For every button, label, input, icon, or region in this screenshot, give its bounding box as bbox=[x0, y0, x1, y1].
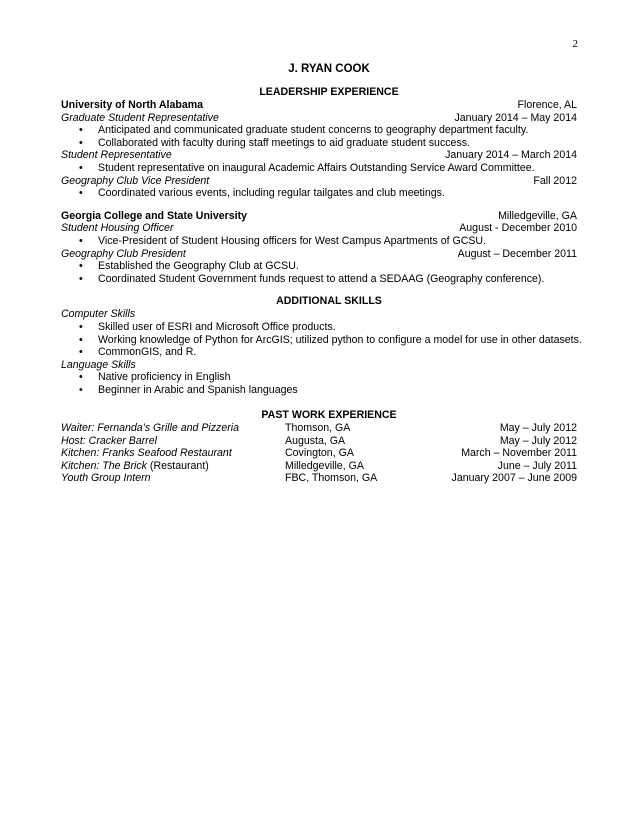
role-row bbox=[61, 175, 577, 188]
bullet-item: • Coordinated Student Government funds request to attend a SEDAAG (Geography conference). bbox=[79, 272, 545, 285]
table-row bbox=[61, 460, 577, 472]
role-title: Geography Club President bbox=[61, 247, 186, 260]
bullet-icon: • bbox=[79, 320, 83, 333]
role-title: Graduate Student Representative bbox=[61, 111, 219, 124]
bullet-icon: • bbox=[79, 383, 83, 396]
leadership-heading: LEADERSHIP EXPERIENCE bbox=[259, 86, 399, 98]
bullet-item: • Collaborated with faculty during staff meetings to aid graduate student success. bbox=[79, 136, 470, 149]
role-date: August – December 2011 bbox=[457, 247, 577, 260]
role-title: Student Housing Officer bbox=[61, 222, 174, 235]
role-row bbox=[61, 222, 577, 235]
role-date: January 2014 – March 2014 bbox=[445, 149, 577, 162]
skills-heading: ADDITIONAL SKILLS bbox=[276, 295, 382, 308]
job-title: Waiter: Fernanda’s Grille and Pizzeria bbox=[61, 422, 240, 435]
job-date: March – November 2011 bbox=[461, 447, 577, 460]
job-title: Youth Group Intern bbox=[61, 472, 151, 485]
bullet-item: • Vice-President of Student Housing officers for West Campus Apartments of GCSU. bbox=[79, 234, 487, 247]
bullet-icon: • bbox=[79, 234, 83, 247]
skill-category-title: Language Skills bbox=[61, 358, 136, 371]
job-date: May – July 2012 bbox=[499, 434, 577, 447]
table-row bbox=[61, 447, 577, 459]
resume-content bbox=[61, 62, 582, 485]
skill-category bbox=[61, 308, 577, 321]
bullet-item: • CommonGIS, and R. bbox=[79, 346, 197, 359]
role-row bbox=[61, 248, 577, 261]
bullet-icon: • bbox=[79, 333, 83, 346]
work-table bbox=[61, 422, 577, 484]
role-date: Fall 2012 bbox=[533, 174, 577, 187]
role-title: Geography Club Vice President bbox=[61, 174, 210, 187]
job-title: Kitchen: Franks Seafood Restaurant bbox=[61, 447, 232, 460]
page-number: 2 bbox=[572, 38, 578, 50]
role-date: August - December 2010 bbox=[459, 222, 577, 235]
school-name: Georgia College and State University bbox=[61, 209, 248, 222]
work-heading: PAST WORK EXPERIENCE bbox=[261, 409, 397, 422]
bullet-item: • Native proficiency in English bbox=[79, 371, 231, 384]
school-location: Milledgeville, GA bbox=[498, 209, 577, 222]
job-location: Augusta, GA bbox=[285, 434, 346, 447]
bullet-icon: • bbox=[79, 371, 83, 384]
job-date: June – July 2011 bbox=[497, 459, 577, 472]
role-date: January 2014 – May 2014 bbox=[454, 111, 577, 124]
role-row bbox=[61, 149, 577, 162]
gcsu-header bbox=[61, 210, 577, 223]
una-header bbox=[61, 99, 577, 112]
bullet-item: • Beginner in Arabic and Spanish languages bbox=[79, 383, 298, 396]
job-location: Thomson, GA bbox=[285, 422, 351, 435]
job-date: January 2007 – June 2009 bbox=[451, 472, 577, 485]
bullet-item: • Student representative on inaugural Academic Affairs Outstanding Service Award Committee. bbox=[79, 161, 535, 174]
job-location: Milledgeville, GA bbox=[285, 459, 364, 472]
bullet-icon: • bbox=[79, 346, 83, 359]
bullet-item: • Established the Geography Club at GCSU. bbox=[79, 260, 299, 273]
job-location: Covington, GA bbox=[285, 447, 354, 460]
school-name: University of North Alabama bbox=[61, 99, 204, 111]
bullet-item: • Coordinated various events, including regular tailgates and club meetings. bbox=[79, 187, 445, 200]
bullet-icon: • bbox=[79, 161, 83, 174]
bullet-icon: • bbox=[79, 124, 83, 137]
bullet-icon: • bbox=[79, 272, 83, 285]
role-row bbox=[61, 112, 577, 125]
job-location: FBC, Thomson, GA bbox=[285, 472, 378, 485]
bullet-item: • Working knowledge of Python for ArcGIS; utilized python to configure a model for use in other datasets. bbox=[79, 333, 582, 346]
bullet-icon: • bbox=[79, 136, 83, 149]
bullet-icon: • bbox=[79, 260, 83, 273]
skill-category bbox=[61, 359, 577, 372]
skill-category-title: Computer Skills bbox=[61, 308, 136, 321]
job-date: May – July 2012 bbox=[499, 422, 577, 435]
job-title: Host: Cracker Barrel bbox=[61, 434, 157, 447]
table-row bbox=[61, 472, 577, 484]
bullet-item: • Skilled user of ESRI and Microsoft Office products. bbox=[79, 320, 336, 333]
job-title: Kitchen: The Brick (Restaurant) bbox=[61, 459, 209, 472]
role-title: Student Representative bbox=[61, 149, 172, 162]
table-row bbox=[61, 435, 577, 447]
candidate-name: J. RYAN COOK bbox=[288, 63, 370, 75]
bullet-item: • Anticipated and communicated graduate student concerns to geography department faculty. bbox=[79, 124, 529, 137]
bullet-icon: • bbox=[79, 187, 83, 200]
table-row bbox=[61, 422, 577, 434]
school-location: Florence, AL bbox=[517, 99, 577, 111]
